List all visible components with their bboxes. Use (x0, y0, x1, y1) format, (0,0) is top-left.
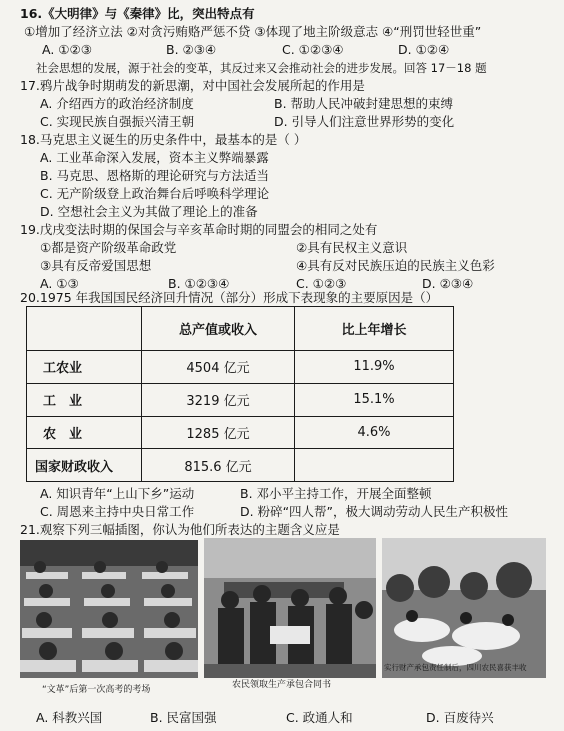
table-cell: 4.6% (295, 416, 454, 449)
table-cell: 国家财政收入 (27, 449, 142, 482)
caption-harvest: 实行财产承包责任制后，四川农民喜获丰收 (384, 663, 527, 672)
table-header-row (27, 307, 454, 351)
table-row (27, 383, 454, 416)
economy-table (26, 306, 454, 482)
exam-hall-photo (20, 540, 198, 678)
q21-option-d[interactable]: D. 百废待兴 (426, 710, 494, 725)
q17-stem: 17.鸦片战争时期萌发的新思潮，对中国社会发展所起的作用是 (20, 78, 365, 93)
q17-option-d[interactable]: D. 引导人们注意世界形势的变化 (274, 114, 455, 129)
table-header-cell: 总产值或收入 (142, 307, 295, 351)
q21-option-b[interactable]: B. 民富国强 (150, 710, 217, 725)
q20-option-a[interactable]: A. 知识青年“上山下乡”运动 (40, 486, 195, 501)
q16-items: ①增加了经济立法 ②对贪污贿赂严惩不贷 ③体现了地主阶级意志 ④“刑罚世轻世重” (24, 24, 482, 39)
q19-item-1: ①都是资产阶级革命政党 (40, 240, 177, 255)
q21-option-c[interactable]: C. 政通人和 (286, 710, 353, 725)
q19-option-b[interactable]: B. ①②③④ (168, 276, 230, 291)
caption-farmers-contract: 农民领取生产承包合同书 (232, 680, 332, 690)
table-cell: 15.1% (295, 383, 454, 416)
q18-option-b[interactable]: B. 马克思、恩格斯的理论研究与方法适当 (40, 168, 270, 183)
table-cell: 1285 亿元 (142, 416, 295, 449)
q20-stem: 20.1975 年我国国民经济回升情况（部分）形成下表现象的主要原因是（） (20, 290, 439, 305)
q18-option-d[interactable]: D. 空想社会主义为其做了理论上的准备 (40, 204, 258, 219)
q17-option-c[interactable]: C. 实现民族自强振兴清王朝 (40, 114, 195, 129)
q20-option-c[interactable]: C. 周恩来主持中央日常工作 (40, 504, 195, 519)
section-intro-17-18: 社会思想的发展，源于社会的变革，其反过来又会推动社会的进步发展。回答 17－18 题 (36, 61, 487, 75)
table-header-cell (27, 307, 142, 351)
table-row (27, 449, 454, 482)
table-cell: 工 业 (27, 383, 142, 416)
q18-stem: 18.马克思主义诞生的历史条件中，最基本的是（ ） (20, 132, 307, 147)
q20-option-d[interactable]: D. 粉碎“四人帮”，极大调动劳动人民生产积极性 (240, 504, 509, 519)
q19-option-a[interactable]: A. ①③ (40, 276, 79, 291)
harvest-photo (382, 538, 546, 678)
table-cell: 4504 亿元 (142, 351, 295, 384)
q16-option-b[interactable]: B. ②③④ (166, 42, 217, 57)
table-row (27, 416, 454, 449)
caption-exam-hall: “文革”后第一次高考的考场 (42, 685, 151, 695)
farmers-contract-photo (204, 538, 376, 678)
q19-stem: 19.戊戌变法时期的保国会与辛亥革命时期的同盟会的相同之处有 (20, 222, 378, 237)
q19-option-c[interactable]: C. ①②③ (296, 276, 347, 291)
q19-item-3: ③具有反帝爱国思想 (40, 258, 152, 273)
table-cell: 工农业 (27, 351, 142, 384)
q19-item-2: ②具有民权主义意识 (296, 240, 408, 255)
q19-item-4: ④具有反对民族压迫的民族主义色彩 (296, 258, 495, 273)
table-cell: 农 业 (27, 416, 142, 449)
q16-stem: 16.《大明律》与《秦律》比，突出特点有 (20, 6, 255, 21)
q21-option-a[interactable]: A. 科教兴国 (36, 710, 103, 725)
q16-option-d[interactable]: D. ①②④ (398, 42, 450, 57)
q16-option-c[interactable]: C. ①②③④ (282, 42, 344, 57)
q21-stem: 21.观察下列三幅插图，你认为他们所表达的主题含义应是 (20, 522, 340, 537)
q17-option-a[interactable]: A. 介绍西方的政治经济制度 (40, 96, 194, 111)
table-cell (295, 449, 454, 482)
q19-option-d[interactable]: D. ②③④ (422, 276, 474, 291)
q18-option-c[interactable]: C. 无产阶级登上政治舞台后呼唤科学理论 (40, 186, 270, 201)
q17-option-b[interactable]: B. 帮助人民冲破封建思想的束缚 (274, 96, 454, 111)
table-cell: 815.6 亿元 (142, 449, 295, 482)
table-header-cell: 比上年增长 (295, 307, 454, 351)
q20-option-b[interactable]: B. 邓小平主持工作，开展全面整顿 (240, 486, 432, 501)
q18-option-a[interactable]: A. 工业革命深入发展，资本主义弊端暴露 (40, 150, 269, 165)
q16-option-a[interactable]: A. ①②③ (42, 42, 92, 57)
table-row (27, 351, 454, 384)
table-cell: 3219 亿元 (142, 383, 295, 416)
table-cell: 11.9% (295, 351, 454, 384)
